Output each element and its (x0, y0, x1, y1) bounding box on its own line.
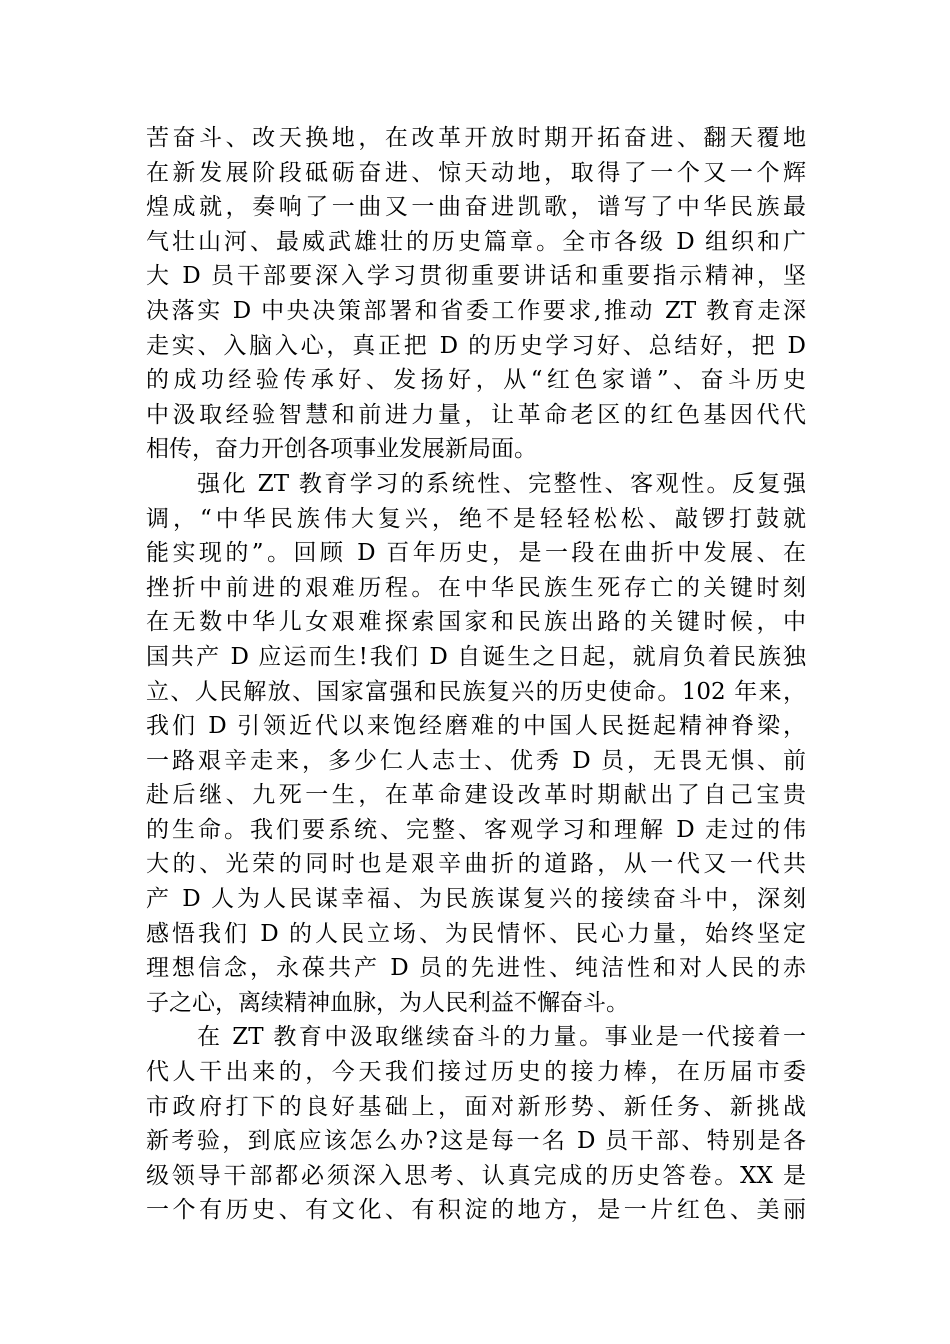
text-line: 国共产 D 应运而生!我们 D 自诞生之日起，就肩负着民族独 (146, 643, 806, 670)
text-line: 在新发展阶段砥砺奋进、惊天动地，取得了一个又一个辉 (146, 159, 806, 186)
text-line: 一路艰辛走来，多少仁人志士、优秀 D 员，无畏无惧、前 (146, 747, 806, 774)
text-line: 气壮山河、最威武雄壮的历史篇章。全市各级 D 组织和广 (146, 228, 806, 255)
text-line: 级领导干部都必须深入思考、认真完成的历史答卷。XX 是 (146, 1162, 806, 1189)
text-line: 代人干出来的，今天我们接过历史的接力棒，在历届市委 (146, 1059, 806, 1086)
text-line: 走实、入脑入心，真正把 D 的历史学习好、总结好，把 D (146, 332, 806, 359)
text-line: 在无数中华儿女艰难探索国家和民族出路的关键时候，中 (146, 609, 806, 636)
text-line: 的生命。我们要系统、完整、客观学习和理解 D 走过的伟 (146, 816, 806, 843)
text-line: 赴后继、九死一生，在革命建设改革时期献出了自己宝贵 (146, 782, 806, 809)
text-line: 调，“中华民族伟大复兴，绝不是轻轻松松、敲锣打鼓就 (146, 505, 806, 532)
text-line: 产 D 人为人民谋幸福、为民族谋复兴的接续奋斗中，深刻 (146, 886, 806, 913)
text-line: 子之心，离续精神血脉，为人民利益不懈奋斗。 (146, 989, 629, 1016)
text-line: 市政府打下的良好基础上，面对新形势、新任务、新挑战 (146, 1093, 806, 1120)
document-body (146, 121, 806, 1228)
text-line: 立、人民解放、国家富强和民族复兴的历史使命。102 年来， (146, 678, 806, 705)
text-line: 相传，奋力开创各项事业发展新局面。 (146, 436, 537, 463)
paragraph-3 (146, 1020, 806, 1228)
text-line: 中汲取经验智慧和前进力量，让革命老区的红色基因代代 (146, 401, 806, 428)
text-line: 挫折中前进的艰难历程。在中华民族生死存亡的关键时刻 (146, 574, 806, 601)
text-line: 大的、光荣的同时也是艰辛曲折的道路，从一代又一代共 (146, 851, 806, 878)
paragraph-2 (146, 467, 806, 1021)
text-line: 煌成就，奏响了一曲又一曲奋进凯歌，谱写了中华民族最 (146, 194, 806, 221)
text-line: 在 ZT 教育中汲取继续奋斗的力量。事业是一代接着一 (146, 1024, 806, 1051)
text-line: 决落实 D 中央决策部署和省委工作要求,推动 ZT 教育走深 (146, 297, 806, 324)
text-line: 能实现的”。回顾 D 百年历史，是一段在曲折中发展、在 (146, 540, 806, 567)
text-line: 感悟我们 D 的人民立场、为民情怀、民心力量，始终坚定 (146, 920, 806, 947)
text-line: 一个有历史、有文化、有积淀的地方，是一片红色、美丽 (146, 1197, 806, 1224)
paragraph-1 (146, 121, 806, 467)
text-line: 理想信念，永葆共产 D 员的先进性、纯洁性和对人民的赤 (146, 955, 806, 982)
text-line: 苦奋斗、改天换地，在改革开放时期开拓奋进、翻天覆地 (146, 125, 806, 151)
text-line: 新考验，到底应该怎么办?这是每一名 D 员干部、特别是各 (146, 1128, 806, 1155)
text-line: 强化 ZT 教育学习的系统性、完整性、客观性。反复强 (146, 470, 806, 497)
text-line: 大 D 员干部要深入学习贯彻重要讲话和重要指示精神，坚 (146, 263, 806, 290)
text-line: 的成功经验传承好、发扬好，从“红色家谱”、奋斗历史 (146, 367, 806, 394)
text-line: 我们 D 引领近代以来饱经磨难的中国人民挺起精神脊梁， (146, 713, 806, 740)
